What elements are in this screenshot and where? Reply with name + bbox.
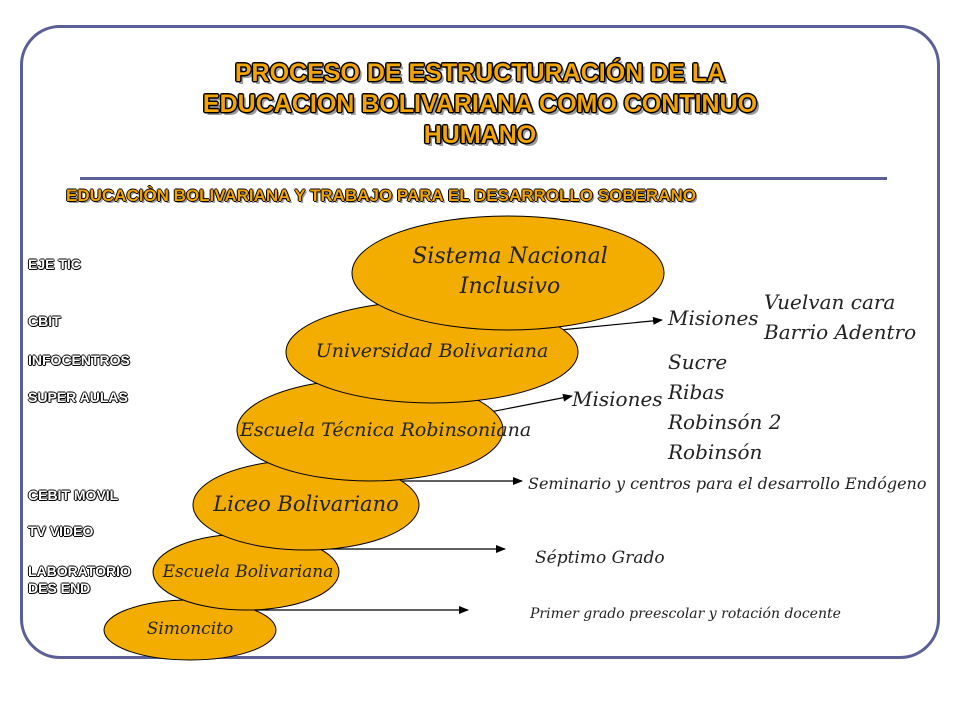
level-label-universidad: Universidad Bolivariana xyxy=(315,340,549,362)
annotation-robinson-2: Robinsón 2 xyxy=(668,410,782,434)
side-label-super-aulas: SUPER AULAS xyxy=(28,389,128,405)
annotation-barrio-adentro: Barrio Adentro xyxy=(764,320,917,344)
annotation-misiones-upper: Misiones xyxy=(668,306,759,330)
side-label-tv-video: TV VIDEO xyxy=(28,523,94,539)
annotation-seminario: Seminario y centros para el desarrollo Endógeno xyxy=(528,474,927,493)
level-label-sistema-nacional: Sistema Nacional Inclusivo xyxy=(412,244,608,299)
side-label-eje-tic: EJE TIC xyxy=(28,256,81,272)
level-label-escuela-tecnica: Escuela Técnica Robinsoniana xyxy=(240,419,532,441)
annotation-septimo-grado: Séptimo Grado xyxy=(535,548,665,568)
subtitle: EDUCACIÒN BOLIVARIANA Y TRABAJO PARA EL DESARROLLO SOBERANO xyxy=(66,186,696,205)
level-label-simoncito: Simoncito xyxy=(146,619,234,639)
annotation-primer-grado: Primer grado preescolar y rotación docente xyxy=(530,606,841,622)
title-line-2: EDUCACION BOLIVARIANA COMO CONTINUO xyxy=(202,90,758,118)
annotation-vuelvan-cara: Vuelvan cara xyxy=(764,290,896,314)
annotation-robinson: Robinsón xyxy=(668,440,763,464)
level-label-escuela-bolivariana: Escuela Bolivariana xyxy=(162,562,334,582)
side-label-cebit-movil: CEBIT MOVIL xyxy=(28,487,119,503)
title-line-3: HUMANO xyxy=(423,121,537,149)
side-label-laboratorio: LABORATORIO xyxy=(28,563,131,579)
level-label-liceo: Liceo Bolivariano xyxy=(213,492,399,516)
annotation-misiones-lower: Misiones xyxy=(572,387,663,411)
side-label-cbit: CBIT xyxy=(28,313,61,329)
side-label-des-end: DES END xyxy=(28,580,91,596)
annotation-sucre: Sucre xyxy=(668,350,728,374)
annotation-ribas: Ribas xyxy=(668,380,725,404)
side-label-infocentros: INFOCENTROS xyxy=(28,352,130,368)
title-line-1: PROCESO DE ESTRUCTURACIÓN DE LA xyxy=(234,59,726,87)
